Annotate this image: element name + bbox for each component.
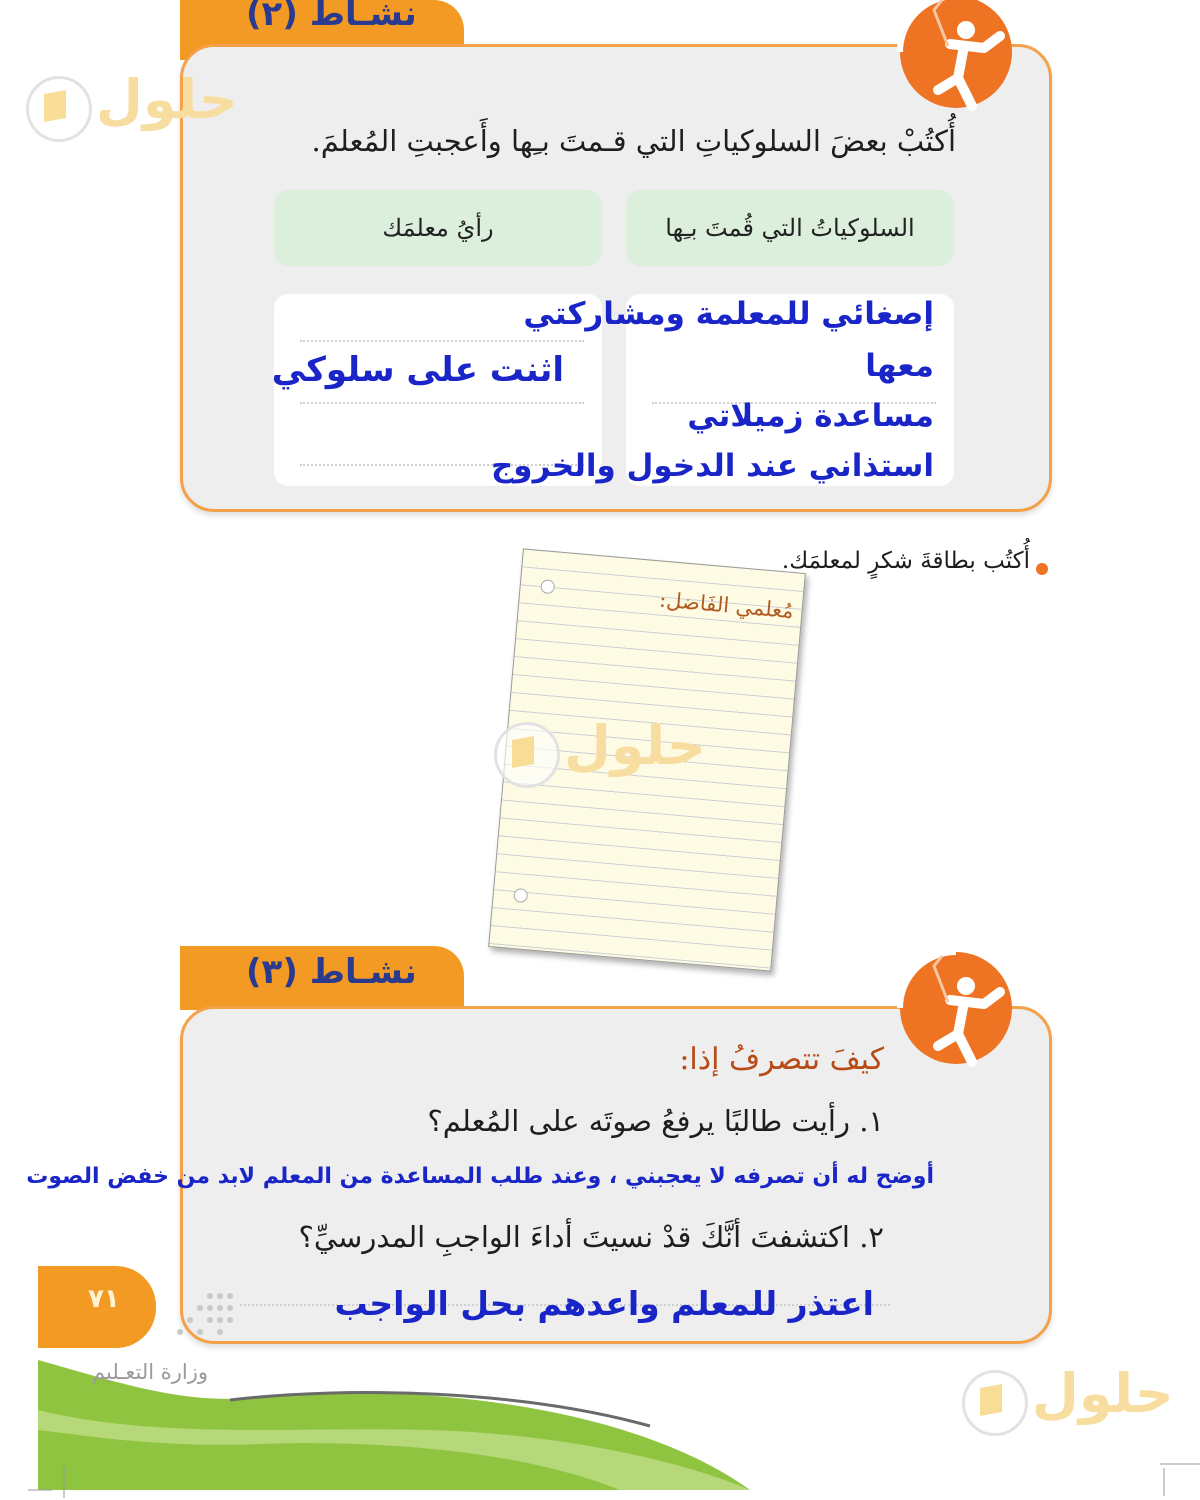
- header-opinion: رأيُ معلمَك: [274, 190, 602, 266]
- activity-figure-icon: [888, 0, 1028, 120]
- dotted-line: [300, 340, 584, 342]
- ministry-logo-text: وزارة التعـليم: [92, 1360, 209, 1384]
- page-number: ٧١: [88, 1284, 120, 1314]
- activity2-title: نشـاط (٢): [246, 0, 417, 34]
- watermark-logo: حلول: [960, 1360, 1180, 1444]
- card-greeting: مُعلمي الفَاضل:: [658, 587, 795, 624]
- activity3-title: نشـاط (٣): [246, 952, 417, 992]
- watermark-logo: حلول: [24, 66, 244, 150]
- behavior-answer-4: استذاني عند الدخول والخروج: [490, 448, 934, 484]
- behavior-answer-1: إصغائي للمعلمة ومشاركتي: [523, 296, 934, 332]
- dots-pattern: [140, 1288, 240, 1338]
- hole-top: [540, 579, 555, 594]
- activity2-instruction: أُكتُبْ بعضَ السلوكياتِ التي قـمتَ بـِها وأَعجبتِ المُعلمَ.: [311, 124, 956, 158]
- dotted-line: [300, 402, 584, 404]
- behavior-answer-2: معها: [865, 348, 934, 384]
- answer-2: اعتذر للمعلم واعدهم بحل الواجب: [334, 1284, 874, 1323]
- behavior-answer-3: مساعدة زميلاتي: [687, 398, 934, 434]
- header-behaviors: السلوكياتُ التي قُمتَ بـِها: [626, 190, 954, 266]
- activity3-intro: كيفَ تتصرفُ إذا:: [679, 1042, 884, 1077]
- hole-bottom: [513, 888, 528, 903]
- activity-figure-icon: [888, 946, 1028, 1076]
- bullet: [1036, 563, 1048, 575]
- watermark-logo: حلول: [492, 712, 712, 796]
- opinion-answer: اثنت على سلوكي: [271, 350, 564, 390]
- answer-1: أوضح له أن تصرفه لا يعجبني ، وعند طلب المساعدة من المعلم لابد من خفض الصوت: [26, 1164, 934, 1189]
- question-2: ٢. اكتشفتَ أنَّكَ قدْ نسيتَ أداءَ الواجبِ المدرسيِّ؟: [298, 1220, 884, 1254]
- question-1: ١. رأيت طالبًا يرفعُ صوتَه على المُعلم؟: [427, 1104, 884, 1138]
- thanks-instruction: أُكتُب بطاقةَ شكرٍ لمعلمَك.: [781, 548, 1030, 574]
